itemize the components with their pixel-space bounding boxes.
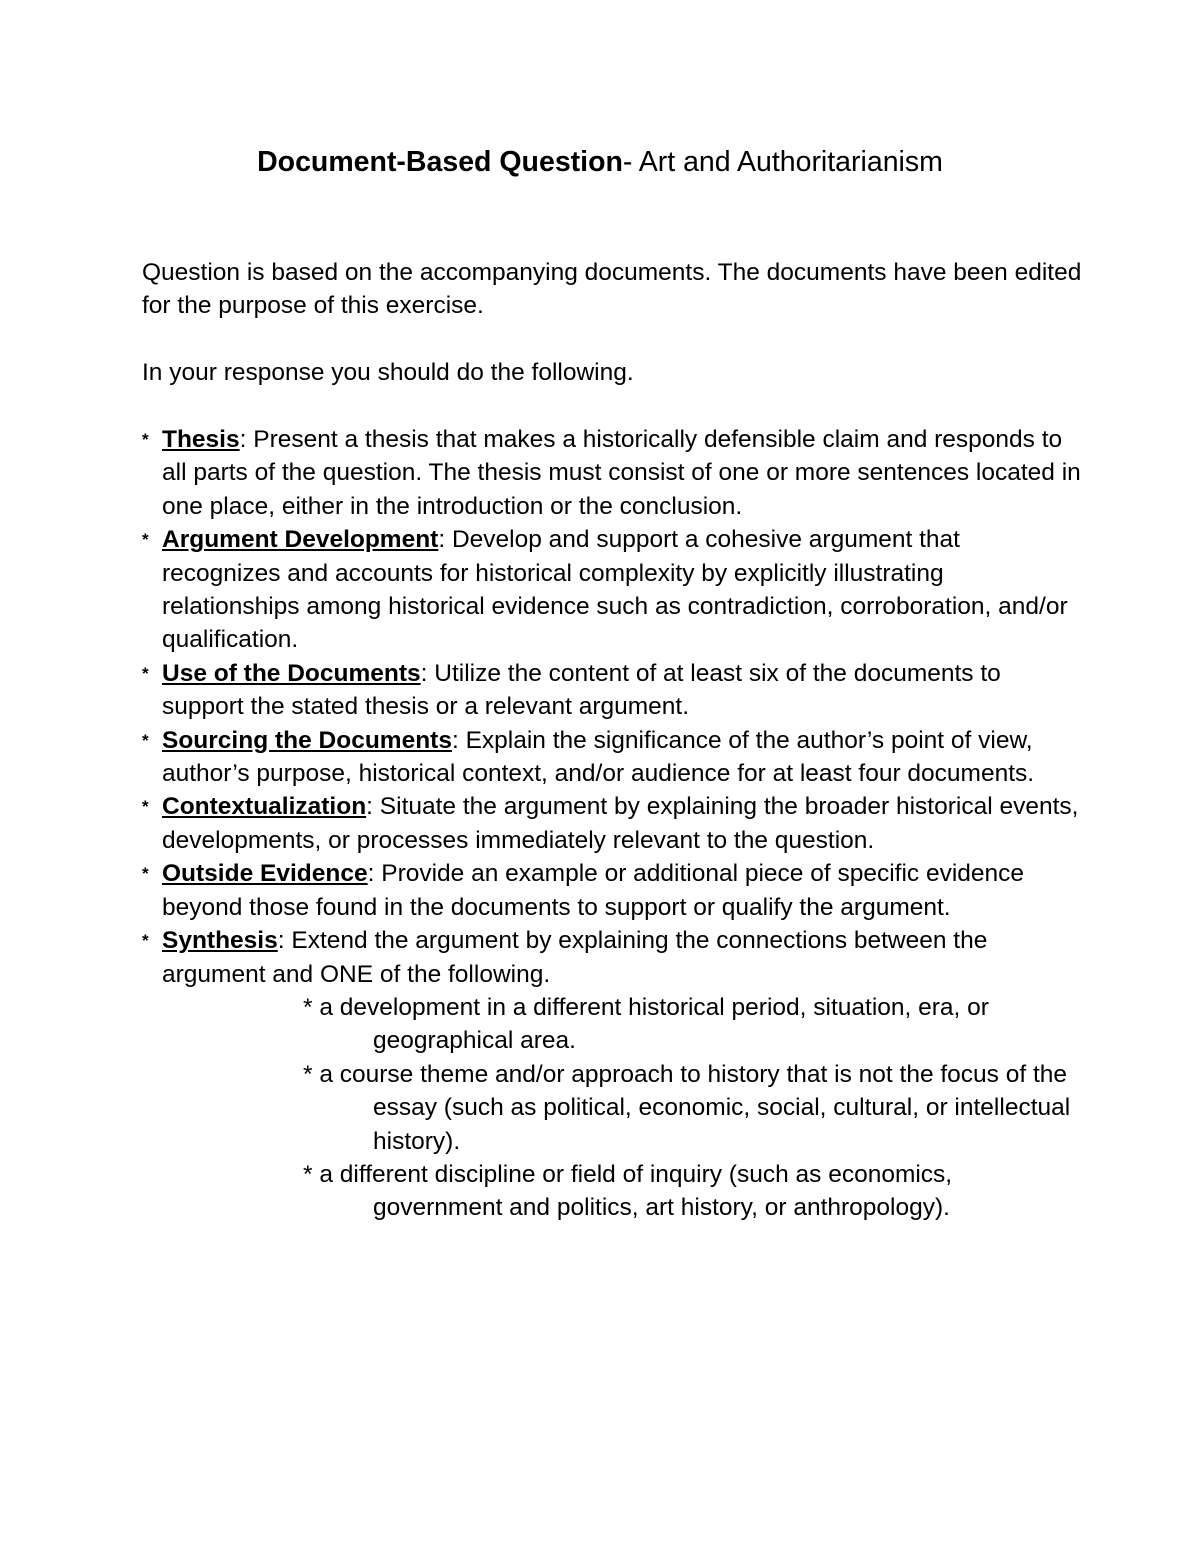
criterion-sourcing-documents [142, 724, 1082, 791]
criterion-term: Contextualization [162, 793, 367, 821]
synthesis-option: * a development in a different historical period, situation, era, or geographical area. [303, 993, 989, 1055]
criterion-thesis [142, 423, 1082, 523]
criterion-text: : Develop and support a cohesive argument that recognizes and accounts for historical complexity by explicitly illustrating relationships among historical evidence such as contradiction, corroboration, and/or qualification. [162, 526, 1068, 654]
criterion-text: : Utilize the content of at least six of the documents to support the stated thesis or a relevant argument. [162, 659, 1001, 721]
criterion-term: Thesis [162, 426, 240, 453]
title-rest: - Art and Authoritarianism [622, 146, 943, 178]
criterion-term: Argument Development [162, 526, 439, 554]
instructions-paragraph: In your response you should do the following. [142, 359, 634, 386]
bullet-icon: * [142, 864, 149, 884]
bullet-icon: * [142, 797, 149, 817]
criterion-term: Sourcing the Documents [162, 726, 452, 754]
criterion-synthesis [142, 924, 1082, 1225]
synthesis-option: * a different discipline or field of inquiry (such as economics, government and politics, art history, or anthropology). [303, 1160, 953, 1222]
intro-paragraph: Question is based on the accompanying documents. The documents have been edited for the purpose of this exercise. [142, 259, 1082, 320]
synthesis-options [162, 991, 1082, 1225]
criterion-argument-development [142, 523, 1082, 657]
bullet-icon: * [142, 730, 149, 750]
criterion-term: Synthesis [162, 927, 278, 955]
criterion-contextualization [142, 790, 1082, 857]
criterion-outside-evidence [142, 857, 1082, 924]
bullet-icon: * [142, 430, 149, 449]
criterion-term: Outside Evidence [162, 860, 368, 888]
title-bold: Document-Based Question [257, 146, 623, 178]
bullet-icon: * [142, 663, 149, 683]
page-title [0, 142, 1200, 182]
criterion-term: Use of the Documents [162, 659, 421, 687]
criterion-text: : Situate the argument by explaining the broader historical events, developments, or processes immediately relevant to the question. [162, 793, 1079, 854]
criterion-use-of-documents [142, 657, 1082, 724]
synthesis-option: * a course theme and/or approach to history that is not the focus of the essay (such as political, economic, social, cultural, or intellectual history). [303, 1060, 1071, 1155]
criterion-text: : Explain the significance of the author’s point of view, author’s purpose, historical context, and/or audience for at least four documents. [162, 726, 1035, 788]
criterion-text: : Extend the argument by explaining the connections between the argument and ONE of the following. [162, 927, 988, 988]
criterion-text: : Present a thesis that makes a historically defensible claim and responds to all parts of the question. The thesis must consist of one or more sentences located in one place, either in the introduction or the conclusion. [162, 426, 1081, 520]
bullet-icon: * [142, 931, 149, 951]
criteria-list [142, 423, 1082, 1225]
bullet-icon: * [142, 530, 149, 550]
criterion-text: : Provide an example or additional piece of specific evidence beyond those found in the documents to support or qualify the argument. [162, 860, 1025, 921]
